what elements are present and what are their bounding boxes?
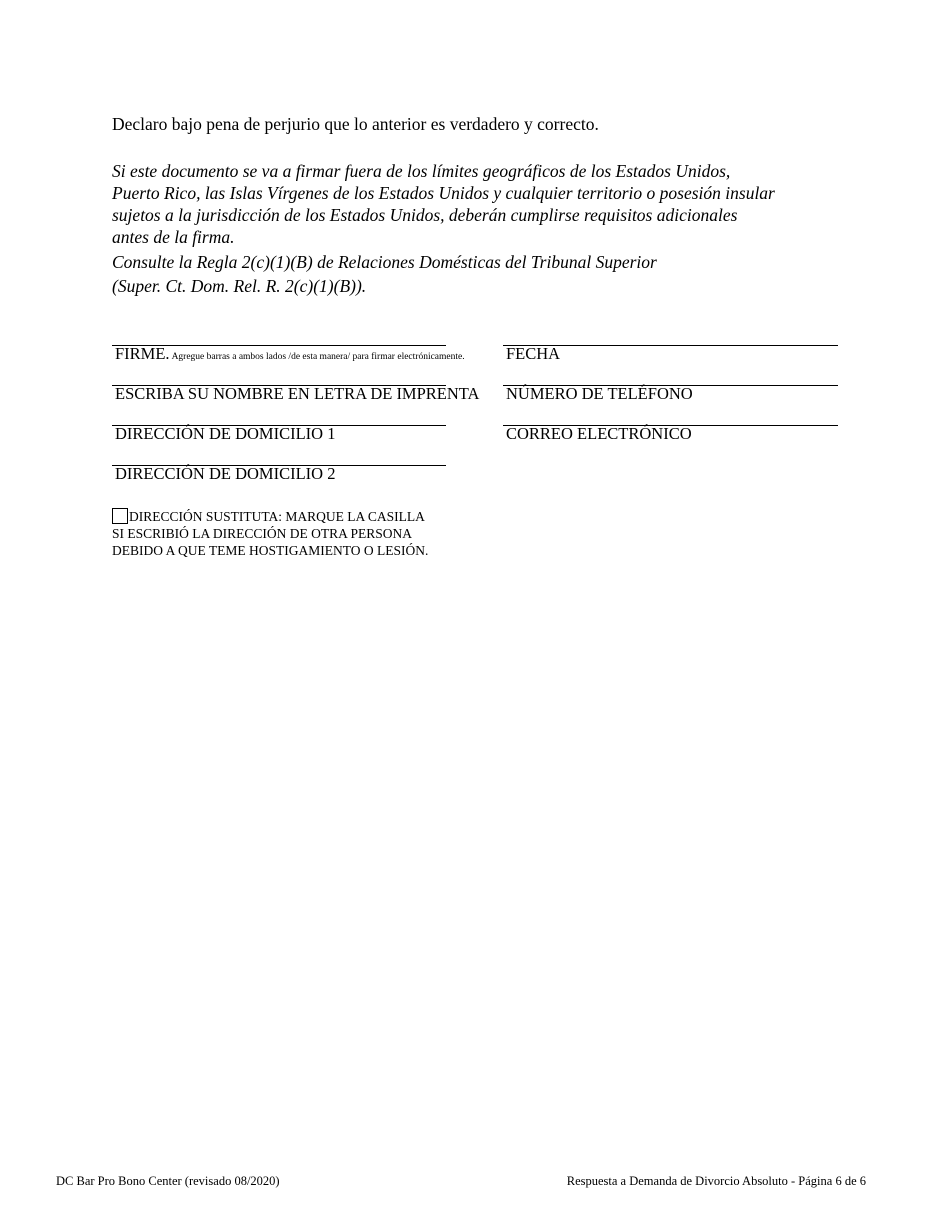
email-label: CORREO ELECTRÓNICO — [506, 424, 692, 443]
perjury-declaration: Declaro bajo pena de perjurio que lo anterior es verdadero y correcto. — [112, 114, 599, 134]
substitute-address-checkbox[interactable] — [112, 508, 128, 524]
printed-name-field[interactable] — [112, 384, 480, 408]
address2-field[interactable] — [112, 465, 446, 488]
signing-location-notice — [112, 160, 852, 298]
footer-publisher: DC Bar Pro Bono Center (revisado 08/2020) — [56, 1174, 280, 1188]
email-field[interactable] — [503, 425, 838, 448]
address1-label: DIRECCIÓN DE DOMICILIO 1 — [115, 424, 336, 443]
footer-page-info: Respuesta a Demanda de Divorcio Absoluto - Página 6 de 6 — [566, 1174, 866, 1188]
rule-reference — [112, 250, 852, 298]
printed-name-label: ESCRIBA SU NOMBRE EN LETRA DE IMPRENTA — [115, 384, 480, 403]
signature-hint: Agregue barras a ambos lados /de esta manera/ para firmar electrónicamente. — [171, 352, 465, 362]
phone-label: NÚMERO DE TELÉFONO — [506, 384, 693, 403]
phone-field[interactable] — [503, 385, 838, 408]
address1-field[interactable] — [112, 425, 446, 448]
substitute-address-text: DIRECCIÓN SUSTITUTA: MARQUE LA CASILLA SI ESCRIBIÓ LA DIRECCIÓN DE OTRA PERSONA DEBIDO A QUE TEME HOSTIGAMIENTO O LESIÓN. — [112, 509, 429, 558]
rule-reference-line: Consulte la Regla 2(c)(1)(B) de Relaciones Domésticas del Tribunal Superior — [112, 252, 657, 272]
date-field[interactable] — [503, 345, 838, 368]
notice-line: sujetos a la jurisdicción de los Estados Unidos, deberán cumplirse requisitos adicionales — [112, 205, 738, 225]
notice-line: antes de la firma. — [112, 227, 235, 247]
substitute-address-option — [112, 508, 432, 559]
signature-label-group — [115, 343, 465, 368]
date-label: FECHA — [506, 344, 561, 363]
address2-label: DIRECCIÓN DE DOMICILIO 2 — [115, 464, 336, 483]
notice-line: Si este documento se va a firmar fuera de los límites geográficos de los Estados Unidos, — [112, 161, 731, 181]
notice-line: Puerto Rico, las Islas Vírgenes de los Estados Unidos y cualquier territorio o posesión insular — [112, 183, 775, 203]
signature-label: FIRME. — [115, 344, 170, 363]
rule-reference-line: (Super. Ct. Dom. Rel. R. 2(c)(1)(B)). — [112, 276, 367, 296]
signature-field[interactable] — [112, 344, 465, 368]
